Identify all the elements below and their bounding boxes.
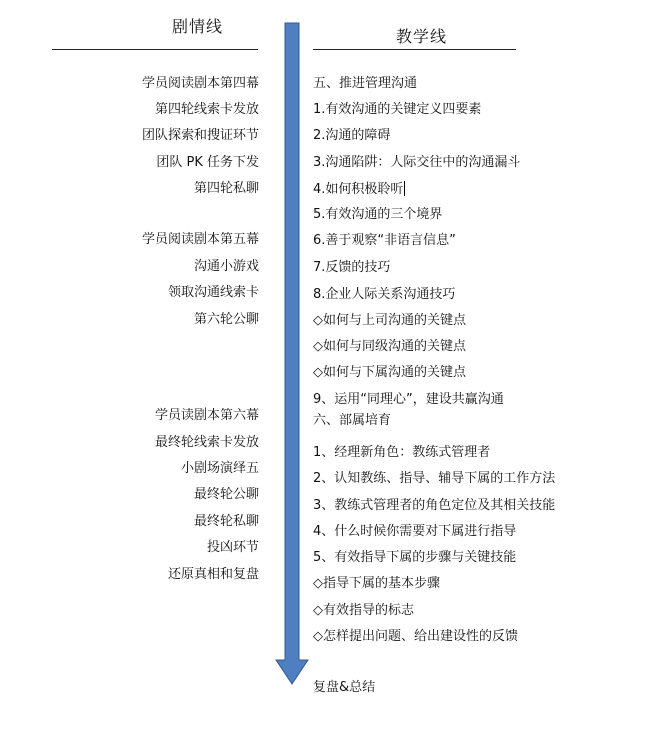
teaching-item: 8.企业人际关系沟通技巧 [313,287,456,302]
storyline-item: 学员读剧本第六幕 [154,408,259,423]
teaching-item: 六、部属培育 [313,413,392,428]
timeline-arrow-shape [276,23,308,684]
storyline-item: 团队探索和搜证环节 [141,128,259,143]
teaching-item: 2、认知教练、指导、辅导下属的工作方法 [313,471,556,486]
teaching-item: 3.沟通陷阱：人际交往中的沟通漏斗 [313,155,521,170]
storyline-item: 沟通小游戏 [193,259,259,274]
timeline-arrow [274,22,310,686]
teaching-item: 3、教练式管理者的角色定位及其相关技能 [313,498,556,513]
teaching-item: 4、什么时候你需要对下属进行指导 [313,524,517,539]
text-caret [404,181,405,196]
teaching-item: ◇怎样提出问题、给出建设性的反馈 [313,629,518,644]
storyline-item: 还原真相和复盘 [167,567,259,582]
storyline-item: 投凶环节 [206,540,259,555]
teaching-item-text[interactable]: 4.如何积极聆听 [313,182,404,197]
left-title-underline [52,49,258,50]
storyline-item: 最终轮线索卡发放 [154,435,259,450]
right-title-underline [313,49,516,50]
teaching-item: 6.善于观察“非语言信息” [313,233,456,248]
storyline-item: 团队 PK 任务下发 [156,155,259,170]
teaching-item: 1.有效沟通的关键定义四要素 [313,102,482,117]
storyline-item: 第六轮公聊 [193,312,259,327]
teaching-item: 五、推进管理沟通 [313,76,418,91]
storyline-item: 小剧场演绎五 [180,461,259,476]
storyline-item: 最终轮私聊 [193,514,259,529]
storyline-item: 第四轮私聊 [193,181,259,196]
teaching-item: ◇有效指导的标志 [313,603,414,618]
teaching-item-editing[interactable] [313,181,405,198]
drag-handle-icon[interactable] [275,181,285,197]
teaching-item: ◇指导下属的基本步骤 [313,576,440,591]
teaching-item: ◇如何与同级沟通的关键点 [313,339,466,354]
storyline-item: 学员阅读剧本第四幕 [141,76,259,91]
teaching-item: 1、经理新角色：教练式管理者 [313,445,491,460]
teaching-item: 5.有效沟通的三个境界 [313,207,443,222]
teaching-item: 5、有效指导下属的步骤与关键技能 [313,550,517,565]
teaching-item: 复盘&总结 [313,680,376,695]
storyline-item: 第四轮线索卡发放 [154,102,259,117]
teaching-item: 9、运用“同理心”，建设共赢沟通 [313,392,504,407]
storyline-item: 学员阅读剧本第五幕 [141,232,259,247]
teaching-item: 7.反馈的技巧 [313,260,391,275]
teaching-item: ◇如何与上司沟通的关键点 [313,313,466,328]
storyline-item: 最终轮公聊 [193,487,259,502]
teaching-item: ◇如何与下属沟通的关键点 [313,365,466,380]
left-column-title: 剧情线 [172,17,224,36]
storyline-item: 领取沟通线索卡 [167,285,259,300]
teaching-item: 2.沟通的障碍 [313,128,391,143]
right-column-title: 教学线 [396,27,448,46]
